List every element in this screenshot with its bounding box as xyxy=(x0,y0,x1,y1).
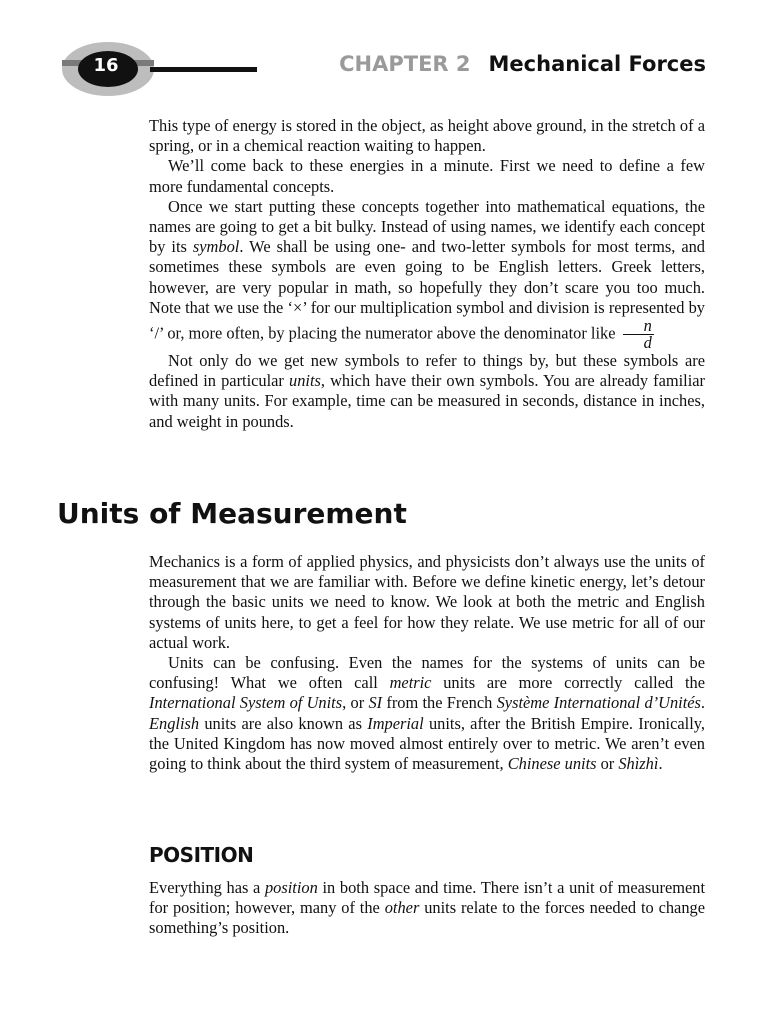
subsection-text xyxy=(149,878,705,939)
paragraph: We’ll come back to these energies in a minute. First we need to define a few more fundamental concepts. xyxy=(149,156,705,196)
chapter-title: Mechanical Forces xyxy=(488,52,706,76)
section-text xyxy=(149,552,705,774)
page-number: 16 xyxy=(86,53,126,79)
paragraph: Mechanics is a form of applied physics, and physicists don’t always use the units of measurement that we are familiar with. Before we define kinetic energy, let’s detour through the basic units we need to know. We look at both the metric and English systems of units here, to get a feel for how they relate. We use metric for all of our actual work. xyxy=(149,552,705,652)
paragraph: Everything has a position in both space and time. There isn’t a unit of measurement for position; however, many of the other units relate to the forces needed to change something’s position. xyxy=(149,878,705,938)
paragraph: Units can be confusing. Even the names for the systems of units can be confusing! What we often call metric units are more correctly called the International System of Units, or SI from the French Système International d’Unités. English units are also known as Imperial units, after the British Empire. Ironically, the United Kingdom has now moved almost entirely over to metric. We aren’t even going to think about the third system of measurement, Chinese units or Shìzhì. xyxy=(149,653,706,774)
header-rule xyxy=(150,67,257,72)
chapter-number: CHAPTER 2 xyxy=(339,52,471,76)
section-heading: Units of Measurement xyxy=(57,497,407,530)
paragraph: Not only do we get new symbols to refer to things by, but these symbols are defined in particular units, which have their own symbols. You are already familiar with many units. For example, time can be measured in seconds, distance in inches, and weight in pounds. xyxy=(149,351,705,431)
fraction: $\frac{n}{d}$ xyxy=(623,318,654,351)
running-head xyxy=(339,52,706,76)
paragraph: This type of energy is stored in the object, as height above ground, in the stretch of a spring, or in a chemical reaction waiting to happen. xyxy=(149,116,705,156)
subsection-heading: POSITION xyxy=(149,843,254,867)
page-header xyxy=(0,0,762,110)
paragraph: Once we start putting these concepts together into mathematical equations, the names are going to get a bit bulky. Instead of using names, we identify each concept by its symbol. We shall be using one- and two-letter symbols for most terms, and sometimes these symbols are even going to be English letters. Greek letters, however, are very popular in math, so hopefully they don’t scare you too much. Note that we use the ‘×’ for our multiplication symbol and division is represented by ‘/’ or, more often, by placing the numerator above the denominator like $\frac{n}{d}$ xyxy=(149,196,705,353)
intro-text xyxy=(149,116,705,432)
